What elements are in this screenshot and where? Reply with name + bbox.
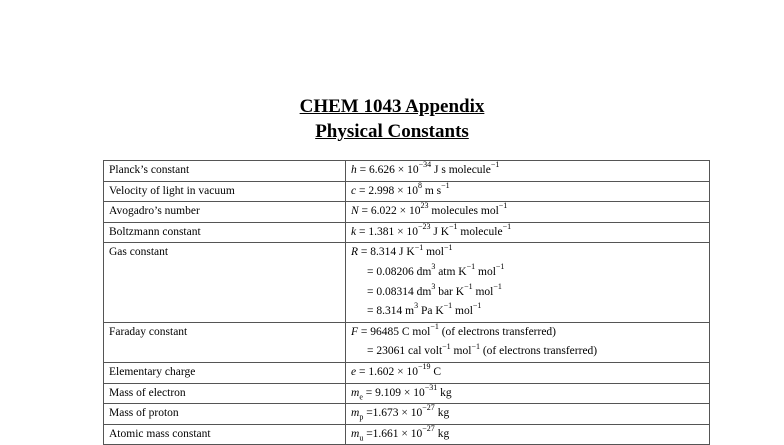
value-line (351, 323, 709, 343)
symbol-subscript: u (359, 433, 364, 443)
exponent: −27 (422, 403, 435, 413)
value-line (351, 243, 709, 263)
constant-name: Planck’s constant (104, 161, 346, 182)
exponent: −1 (490, 160, 500, 170)
exponent: −1 (449, 221, 458, 231)
value-text: = 0.08314 dm (367, 285, 432, 298)
exponent: −1 (493, 281, 502, 291)
constant-value (346, 404, 710, 425)
constant-name: Boltzmann constant (104, 222, 346, 243)
value-line (351, 161, 709, 181)
exponent: −1 (414, 242, 424, 252)
constant-symbol: m (351, 427, 360, 440)
constant-name: Avogadro’s number (104, 202, 346, 223)
value-text: =1.661 × 10 (363, 427, 423, 440)
physical-constants-table (103, 160, 710, 445)
constant-symbol: R (351, 246, 359, 259)
constant-name: Gas constant (104, 243, 346, 322)
exponent: −27 (422, 423, 435, 433)
exponent: −1 (495, 262, 505, 272)
symbol-subscript: e (359, 391, 363, 401)
table-row (104, 322, 710, 362)
exponent: −1 (441, 180, 450, 190)
symbol-subscript: p (359, 412, 364, 422)
value-text: J s molecule (431, 164, 491, 176)
constant-symbol: k (351, 225, 357, 238)
value-text: mol (423, 246, 444, 259)
value-text: = 8.314 J K (358, 246, 415, 259)
constant-value (346, 202, 710, 223)
constant-value (346, 383, 710, 404)
table-row (104, 161, 710, 182)
constant-name: Mass of proton (104, 404, 346, 425)
exponent: 3 (431, 281, 436, 291)
value-text: (of electrons transferred) (438, 325, 557, 338)
value-text: kg (434, 427, 450, 440)
table-row (104, 362, 710, 383)
constant-symbol: c (351, 184, 357, 197)
constant-value (346, 243, 710, 322)
exponent: −1 (430, 321, 439, 331)
constant-symbol: m (351, 407, 360, 420)
constant-symbol: h (351, 164, 357, 176)
value-line (351, 223, 709, 243)
value-text: molecules mol (428, 205, 499, 218)
value-text: C (430, 365, 442, 378)
constant-symbol: F (351, 325, 359, 338)
value-line (351, 363, 709, 383)
value-text: = 1.602 × 10 (356, 365, 418, 378)
value-line (351, 384, 709, 404)
value-text: mol (450, 345, 472, 358)
table-row (104, 202, 710, 223)
exponent: −23 (417, 221, 431, 231)
value-text: =1.673 × 10 (363, 407, 423, 420)
constant-symbol: m (351, 386, 360, 399)
value-text: kg (437, 386, 452, 399)
constant-value (346, 161, 710, 182)
exponent: −1 (472, 301, 482, 311)
exponent: −34 (418, 160, 432, 170)
exponent: −1 (466, 262, 476, 272)
value-line (351, 283, 709, 303)
constant-name: Elementary charge (104, 362, 346, 383)
value-line (351, 202, 709, 222)
value-text: = 8.314 m (367, 305, 415, 318)
value-text: m s (421, 184, 442, 197)
value-text: molecule (457, 225, 503, 238)
value-line (351, 302, 709, 322)
constant-name: Atomic mass constant (104, 424, 346, 445)
constant-value (346, 222, 710, 243)
value-text: = 6.626 × 10 (356, 164, 419, 176)
value-text: = 1.381 × 10 (356, 225, 418, 238)
value-text: atm K (435, 265, 467, 278)
appendix-subtitle: Physical Constants (315, 121, 469, 142)
value-text: = 96485 C mol (358, 325, 431, 338)
value-text: = 2.998 × 10 (356, 184, 418, 197)
value-line (351, 404, 709, 424)
value-text: = 9.109 × 10 (362, 386, 425, 399)
exponent: −19 (417, 362, 431, 372)
table-row (104, 181, 710, 202)
constant-name: Mass of electron (104, 383, 346, 404)
exponent: 23 (420, 201, 429, 211)
exponent: −1 (443, 242, 453, 252)
exponent: −1 (502, 221, 512, 231)
value-text: mol (472, 285, 494, 298)
value-line (351, 425, 709, 445)
value-text: bar K (435, 285, 465, 298)
exponent: −1 (471, 341, 480, 351)
constant-name: Faraday constant (104, 322, 346, 362)
constant-value (346, 181, 710, 202)
exponent: −1 (498, 201, 508, 211)
value-text: = 23061 cal volt (367, 345, 443, 358)
table-row (104, 383, 710, 404)
value-text: mol (475, 265, 496, 278)
exponent: −1 (443, 301, 453, 311)
exponent: −1 (442, 341, 451, 351)
value-line (351, 182, 709, 202)
value-text: J K (430, 225, 450, 238)
constant-value (346, 322, 710, 362)
exponent: −31 (424, 382, 438, 392)
constant-value (346, 362, 710, 383)
constant-name: Velocity of light in vacuum (104, 181, 346, 202)
exponent: 3 (431, 262, 436, 272)
table-row (104, 222, 710, 243)
exponent: 3 (414, 301, 419, 311)
value-text: kg (434, 407, 450, 420)
constant-value (346, 424, 710, 445)
table-row (104, 404, 710, 425)
value-line (351, 342, 709, 362)
appendix-title: CHEM 1043 Appendix (299, 96, 485, 117)
value-text: = 0.08206 dm (367, 265, 432, 278)
constant-symbol: N (351, 205, 359, 218)
constant-symbol: e (351, 365, 357, 378)
exponent: −1 (464, 281, 473, 291)
value-line (351, 263, 709, 283)
table-row (104, 243, 710, 322)
value-text: (of electrons transferred) (479, 345, 598, 358)
table-row (104, 424, 710, 445)
value-text: = 6.022 × 10 (358, 205, 421, 218)
exponent: 8 (417, 180, 422, 190)
value-text: mol (452, 305, 473, 318)
value-text: Pa K (418, 305, 444, 318)
